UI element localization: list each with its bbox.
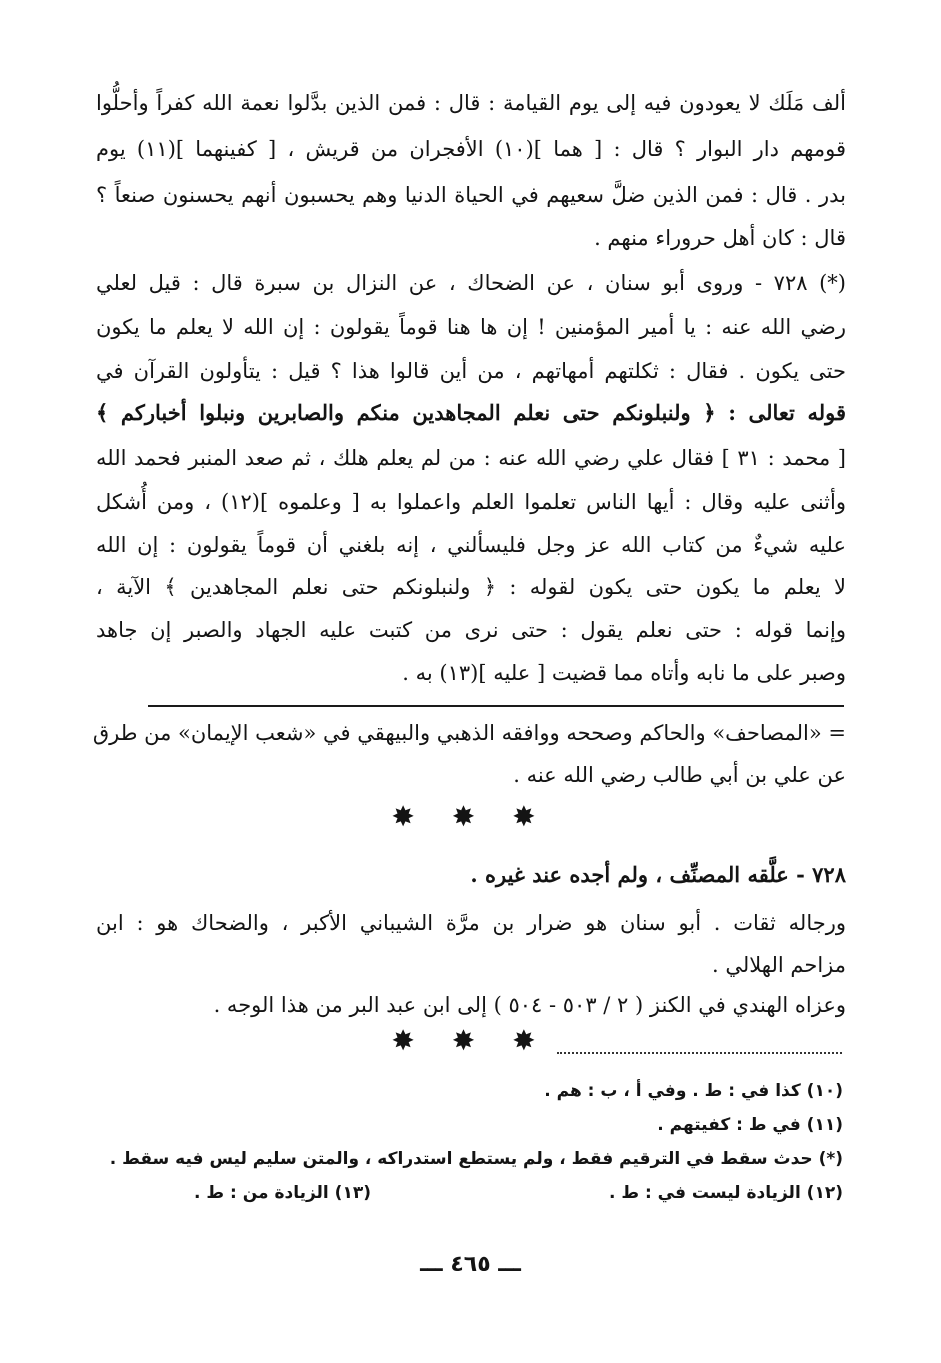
text-line: قال : كان أهل حروراء منهم . (594, 226, 846, 250)
page-number: ـــ ٤٦٥ ـــ (420, 1252, 521, 1277)
footnote-star: (*) حدث سقط في الترقيم فقط ، ولم يستطع استدراكه ، والمتن سليم ليس فيه سقط . (109, 1149, 843, 1169)
footnote-12: (١٢) الزيادة ليست في : ط . (609, 1183, 843, 1203)
text-line: بدر . قال : فمن الذين ضلَّ سعيهم في الحياة الدنيا وهم يحسبون أنهم يحسنون صنعاً ؟ (96, 183, 846, 207)
quran-verse-line: قوله تعالى : ﴿ ولنبلونكم حتى نعلم المجاهدين منكم والصابرين ونبلوا أخباركم ﴾ (96, 400, 846, 425)
commentary-line: ورجاله ثقات . أبو سنان هو ضرار بن مرَّة الشيباني الأكبر ، والضحاك هو : ابن (96, 911, 846, 935)
text-line: عليه شيءٌ من كتاب الله عز وجل فليسألني ، إنه بلغني أن قوماً يقولون : إن الله (96, 533, 846, 557)
text-line: قومهم دار البوار ؟ قال : [ هما ](١٠) الأفجران من قريش ، [ كفينهما ](١١) يوم (96, 137, 846, 161)
text-line: [ محمد : ٣١ ] فقال علي رضي الله عنه : من لم يعلم هلك ، ثم صعد المنبر فحمد الله (96, 446, 846, 470)
footnote-10: (١٠) كذا في : ط . وفي أ ، ب : هم . (544, 1081, 843, 1101)
footnote-divider (557, 1052, 842, 1054)
star-separator: ✸ ✸ ✸ (391, 1024, 550, 1057)
continued-note-line: عن علي بن أبي طالب رضي الله عنه . (513, 763, 846, 787)
text-line: وأثنى عليه وقال : أيها الناس تعلموا العلم واعملوا به [ وعلموه ](١٢) ، ومن أُشكل (96, 490, 846, 514)
continued-note-line: = «المصاحف» والحاكم وصححه ووافقه الذهبي والبيهقي في «شعب الإيمان» من طرق (92, 721, 846, 745)
hadith-728-start: (*) ٧٢٨ - وروى أبو سنان ، عن الضحاك ، عن النزال بن سبرة قال : قيل لعلي (96, 271, 846, 295)
text-line: حتى يكون . فقال : ثكلتهم أمهاتهم ، من أين قالوا هذا ؟ قيل : يتأولون القرآن في (96, 359, 846, 383)
footnote-13: (١٣) الزيادة من : ط . (194, 1183, 371, 1203)
text-line: ألف مَلَك لا يعودون فيه إلى يوم القيامة : قال : فمن الذين بدَّلوا نعمة الله كفراً وأحلُّوا (96, 91, 846, 115)
section-rule (148, 705, 844, 707)
commentary-heading: ٧٢٨ - علَّقه المصنِّف ، ولم أجده عند غيره . (470, 862, 846, 887)
text-line: لا يعلم ما يكون حتى يكون لقوله : ﴿ ولنبلونكم حتى نعلم المجاهدين ﴾ الآية ، (96, 575, 846, 599)
footnote-11: (١١) في ط : كفيتهم . (657, 1115, 843, 1135)
text-line: وصبر على ما نابه وأتاه مما قضيت [ عليه ](١٣) به . (402, 661, 846, 685)
star-separator: ✸ ✸ ✸ (391, 800, 550, 833)
commentary-line: مزاحم الهلالي . (712, 953, 846, 977)
text-line: وإنما قوله : حتى نعلم يقول : حتى نرى من كتبت عليه الجهاد والصبر إن جاهد (96, 618, 846, 642)
commentary-line: وعزاه الهندي في الكنز ( ٢ / ٥٠٣ - ٥٠٤ ) إلى ابن عبد البر من هذا الوجه . (213, 993, 846, 1017)
text-line: رضي الله عنه : يا أمير المؤمنين ! إن ها هنا قوماً يقولون : إن الله لا يعلم ما يكون (96, 315, 846, 339)
